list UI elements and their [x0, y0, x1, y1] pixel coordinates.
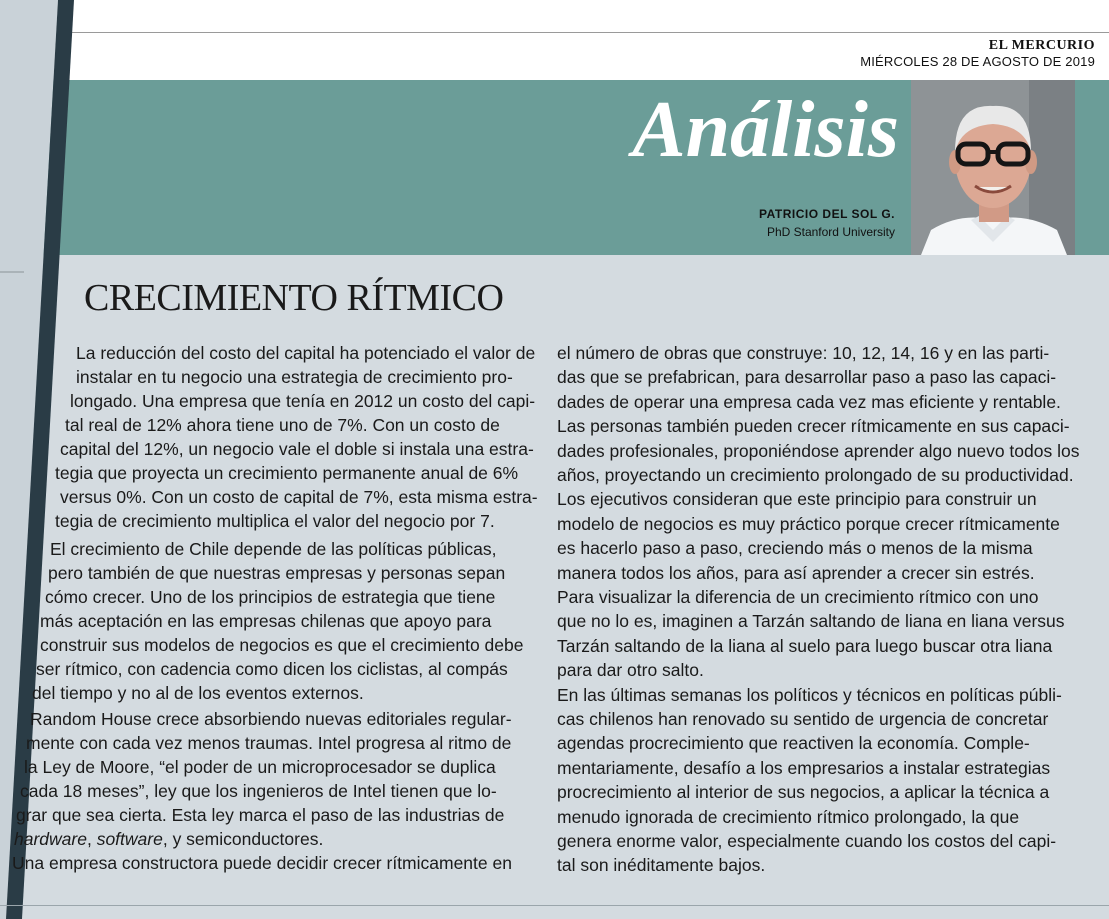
- byline: [759, 205, 895, 241]
- article-line: cómo crecer. Uno de los principios de estrategia que tiene: [45, 587, 496, 607]
- section-title: Análisis: [632, 86, 899, 174]
- article-line: das que se prefabrican, para desarrollar paso a paso las capaci-: [557, 367, 1057, 388]
- article-line: agendas procrecimiento que reactiven la economía. Comple-: [557, 733, 1030, 754]
- article-line: para dar otro salto.: [557, 660, 704, 681]
- article-line: el número de obras que construye: 10, 12, 14, 16 y en las parti-: [557, 343, 1050, 363]
- article-line: [14, 827, 323, 851]
- article-line: modelo de negocios es muy práctico porque crecer rítmicamente: [557, 513, 1060, 534]
- italic-line-rest: , y semiconductores.: [162, 829, 324, 849]
- article-line: ser rítmico, con cadencia como dicen los ciclistas, al compás: [36, 659, 508, 679]
- author-portrait-icon: [911, 80, 1075, 255]
- publication-date: MIÉRCOLES 28 DE AGOSTO DE 2019: [860, 54, 1095, 69]
- article-line: Los ejecutivos consideran que este principio para construir un: [557, 489, 1037, 510]
- newspaper-name: EL MERCURIO: [988, 38, 1095, 53]
- article-line: longado. Una empresa que tenía en 2012 un costo del capi-: [70, 391, 536, 411]
- author-credential: PhD Stanford University: [766, 225, 895, 239]
- article-line: capital del 12%, un negocio vale el doble si instala una estra-: [60, 439, 534, 459]
- article-line: la Ley de Moore, “el poder de un microprocesador se duplica: [24, 757, 496, 777]
- italic-term-software: software: [96, 829, 163, 849]
- article-line: menudo ignorada de crecimiento rítmico prolongado, la que: [557, 806, 1020, 827]
- article-line: versus 0%. Con un costo de capital de 7%, esta misma estra-: [60, 487, 538, 507]
- italic-term-hardware: hardware: [14, 829, 87, 849]
- article-line: más aceptación en las empresas chilenas que apoyo para: [40, 611, 492, 631]
- masthead: [860, 38, 1095, 70]
- article-line: manera todos los años, para así aprender a crecer sin estrés.: [557, 562, 1035, 583]
- article-line: instalar en tu negocio una estrategia de crecimiento pro-: [76, 367, 513, 387]
- article-line: genera enorme valor, especialmente cuando los costos del capi-: [557, 831, 1057, 851]
- article-line: tegia de crecimiento multiplica el valor del negocio por 7.: [55, 511, 495, 531]
- article-line: procrecimiento al interior de sus negocios, a aplicar la técnica a: [557, 782, 1050, 803]
- italic-separator: ,: [86, 829, 97, 849]
- article-line: Las personas también pueden crecer rítmicamente en sus capaci-: [557, 416, 1070, 437]
- article-line: Una empresa constructora puede decidir crecer rítmicamente en: [12, 853, 512, 873]
- article-line: grar que sea cierta. Esta ley marca el paso de las industrias de: [16, 805, 505, 825]
- article-line: pero también de que nuestras empresas y personas sepan: [48, 563, 506, 583]
- footer-rule: [0, 905, 1109, 906]
- article-line: es hacerlo paso a paso, creciendo más o menos de la misma: [557, 538, 1033, 559]
- article-line: tal son inéditamente bajos.: [557, 855, 766, 876]
- article-line: construir sus modelos de negocios es que el crecimiento debe: [40, 635, 524, 655]
- article-line: Random House crece absorbiendo nuevas editoriales regular-: [30, 709, 512, 729]
- author-photo: [911, 80, 1075, 255]
- article-line: Para visualizar la diferencia de un crecimiento rítmico con uno: [557, 587, 1039, 607]
- article-line: dades profesionales, proponiéndose aprender algo nuevo todos los: [557, 440, 1080, 461]
- article-line: En las últimas semanas los políticos y técnicos en políticas públi-: [557, 684, 1062, 705]
- article-headline: CRECIMIENTO RÍTMICO: [84, 277, 504, 319]
- article-line: cas chilenos han renovado su sentido de urgencia de concretar: [557, 709, 1049, 729]
- article-line: Tarzán saltando de la liana al suelo para luego buscar otra liana: [557, 635, 1053, 656]
- article-line: años, proyectando un crecimiento prolongado de su productividad.: [557, 465, 1074, 485]
- header-rule: [68, 32, 1109, 33]
- article-line: tal real de 12% ahora tiene uno de 7%. Con un costo de: [65, 415, 500, 435]
- article-line: La reducción del costo del capital ha potenciado el valor de: [76, 343, 536, 363]
- article-line: mentariamente, desafío a los empresarios a instalar estrategias: [557, 757, 1051, 778]
- article-line: del tiempo y no al de los eventos externos.: [32, 683, 364, 703]
- article-line: mente con cada vez menos traumas. Intel progresa al ritmo de: [26, 733, 512, 753]
- article-line: tegia que proyecta un crecimiento permanente anual de 6%: [55, 463, 519, 483]
- article-line: dades de operar una empresa cada vez mas eficiente y rentable.: [557, 391, 1061, 412]
- article-line: cada 18 meses”, ley que los ingenieros de Intel tienen que lo-: [20, 781, 497, 801]
- article-line: El crecimiento de Chile depende de las políticas públicas,: [50, 539, 497, 559]
- article-line: que no lo es, imaginen a Tarzán saltando de liana en liana versus: [557, 611, 1065, 632]
- author-name: PATRICIO DEL SOL G.: [759, 207, 895, 221]
